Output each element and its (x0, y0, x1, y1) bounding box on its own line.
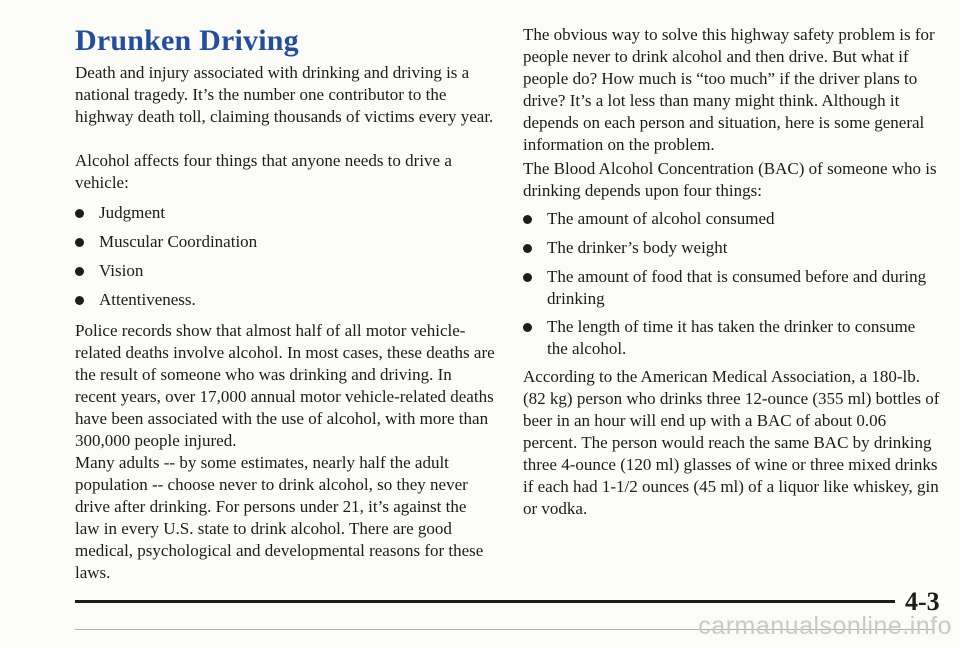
bullet-icon (75, 209, 84, 218)
bullet-icon (523, 244, 532, 253)
bullet-icon (523, 215, 532, 224)
right-paragraph-3: According to the American Medical Association, a 180-lb. (82 kg) person who drinks three 12-ounce (355 ml) bottles of beer in an hour will end up with a BAC of about 0.06 percent. The person would reach the same BAC by drinking three 4-ounce (120 ml) glasses of wine or three mixed drinks if each had 1-1/2 ounces (45 ml) of a liquor like whiskey, gin or vodka. (523, 367, 940, 518)
bullet-icon (75, 296, 84, 305)
bullet-icon (523, 323, 532, 332)
bullet-icon (75, 267, 84, 276)
page-heading: Drunken Driving (75, 24, 299, 57)
right-paragraph-1: The obvious way to solve this highway safety problem is for people never to drink alcohol and then drive. But what if people do? How much is “too much” if the driver plans to drive? It’s a lot less than many might think. Although it depends on each person and situation, here is some general information on the problem. (523, 25, 935, 154)
left-paragraph-3: Police records show that almost half of all motor vehicle-related deaths involve alcohol. In most cases, these deaths are the result of someone who was drinking and driving. In recent years, over 17,000 annual motor vehicle-related deaths have been associated with the use of alcohol, with more than 300,000 people injured. (75, 321, 495, 450)
left-paragraph-4: Many adults -- by some estimates, nearly half the adult population -- choose never to drink alcohol, so they never drive after drinking. For persons under 21, it’s against the law in every U.S. state to drink alcohol. There are good medical, psychological and developmental reasons for these laws. (75, 453, 484, 582)
left-paragraph-1: Death and injury associated with drinking and driving is a national tragedy. It’s the number one contributor to the highway death toll, claiming thousands of victims every year. (75, 63, 494, 126)
right-paragraph-2: The Blood Alcohol Concentration (BAC) of someone who is drinking depends upon four things: (523, 159, 937, 200)
watermark: carmanualsonline.info (698, 612, 952, 640)
bullet-icon (523, 273, 532, 282)
left-paragraph-2: Alcohol affects four things that anyone needs to drive a vehicle: (75, 151, 452, 192)
page-number: 4-3 (905, 587, 940, 616)
footer-rule (75, 600, 895, 603)
bullet-icon (75, 238, 84, 247)
